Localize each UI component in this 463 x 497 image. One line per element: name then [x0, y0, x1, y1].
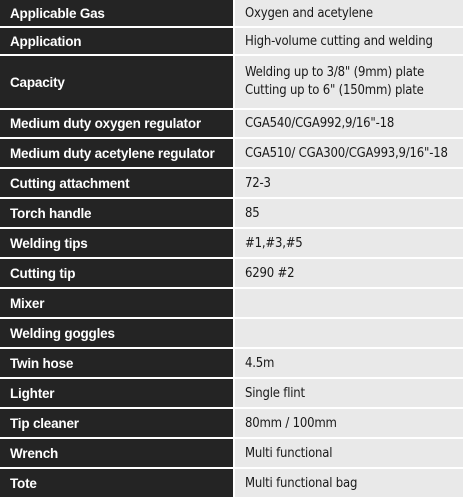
spec-row-application [0, 27, 463, 55]
spec-row-mixer [0, 288, 463, 318]
spec-row-welding-tips [0, 228, 463, 258]
spec-row-torch-handle [0, 198, 463, 228]
spec-label: Welding tips [0, 228, 234, 258]
spec-value: High-volume cutting and welding [234, 27, 463, 55]
spec-value: Multi functional [234, 438, 463, 468]
spec-label: Medium duty acetylene regulator [0, 138, 234, 168]
spec-label: Medium duty oxygen regulator [0, 109, 234, 138]
spec-row-cutting-attachment [0, 168, 463, 198]
spec-value: 72-3 [234, 168, 463, 198]
spec-value: 80mm / 100mm [234, 408, 463, 438]
spec-value [234, 288, 463, 318]
spec-label: Lighter [0, 378, 234, 408]
spec-row-tip-cleaner [0, 408, 463, 438]
spec-label: Twin hose [0, 348, 234, 378]
spec-value [234, 55, 463, 109]
spec-row-welding-goggles [0, 318, 463, 348]
spec-label: Tip cleaner [0, 408, 234, 438]
spec-label: Capacity [0, 55, 234, 109]
spec-value: CGA510/ CGA300/CGA993,9/16"-18 [234, 138, 463, 168]
spec-row-lighter [0, 378, 463, 408]
spec-value: Single flint [234, 378, 463, 408]
spec-label: Tote [0, 468, 234, 497]
spec-label: Wrench [0, 438, 234, 468]
spec-row-capacity [0, 55, 463, 109]
spec-value: CGA540/CGA992,9/16"-18 [234, 109, 463, 138]
spec-row-twin-hose [0, 348, 463, 378]
spec-label: Application [0, 27, 234, 55]
spec-label: Mixer [0, 288, 234, 318]
spec-value: Oxygen and acetylene [234, 0, 463, 27]
spec-row-applicable-gas [0, 0, 463, 27]
spec-row-cutting-tip [0, 258, 463, 288]
spec-value-line: Welding up to 3/8" (9mm) plate [245, 65, 425, 80]
spec-row-acetylene-regulator [0, 138, 463, 168]
spec-label: Cutting tip [0, 258, 234, 288]
spec-value: 85 [234, 198, 463, 228]
spec-row-wrench [0, 438, 463, 468]
spec-value: #1,#3,#5 [234, 228, 463, 258]
spec-label: Welding goggles [0, 318, 234, 348]
spec-row-tote [0, 468, 463, 497]
spec-label: Cutting attachment [0, 168, 234, 198]
spec-label: Applicable Gas [0, 0, 234, 27]
spec-label: Torch handle [0, 198, 234, 228]
spec-value: 6290 #2 [234, 258, 463, 288]
spec-value [234, 318, 463, 348]
spec-value: Multi functional bag [234, 468, 463, 497]
spec-value-line: Cutting up to 6" (150mm) plate [245, 83, 424, 98]
spec-row-oxygen-regulator [0, 109, 463, 138]
spec-value: 4.5m [234, 348, 463, 378]
